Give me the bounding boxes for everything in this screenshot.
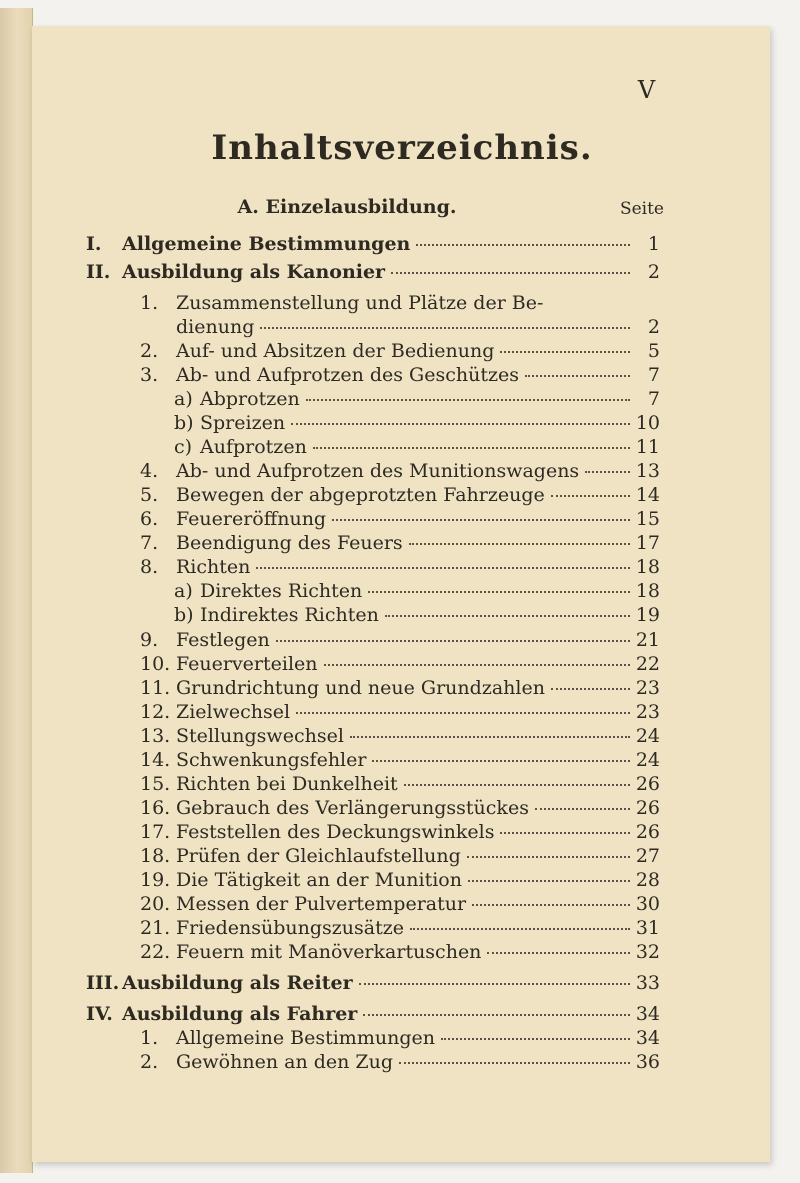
toc-entry-page: 1 <box>647 233 660 255</box>
toc-entry-title: Allgemeine Bestimmungen <box>176 1027 435 1049</box>
dot-leader <box>551 688 630 690</box>
dot-leader <box>350 736 630 738</box>
toc-entry <box>174 579 660 603</box>
toc-entry-number: 5. <box>140 484 159 506</box>
toc-entry-title: Ausbildung als Fahrer <box>122 1003 358 1025</box>
toc-entry-number: 19. <box>140 869 171 891</box>
toc-entry <box>140 483 660 507</box>
toc-entry <box>140 1026 660 1050</box>
toc-entry-number: 13. <box>140 725 171 747</box>
toc-entry <box>140 676 660 700</box>
toc-entry-title: Gebrauch des Verlängerungsstückes <box>176 797 529 819</box>
toc-entry-page: 34 <box>635 1027 660 1049</box>
toc-entry-page: 34 <box>635 1003 660 1025</box>
toc-entry-page: 31 <box>635 917 660 939</box>
toc-entry-title: Feuerverteilen <box>176 653 318 675</box>
toc-entry-number: c) <box>174 436 193 458</box>
toc-entry <box>140 772 660 796</box>
dot-leader <box>487 952 629 954</box>
toc-entry-page: 2 <box>647 316 660 338</box>
dot-leader <box>441 1038 630 1040</box>
toc-entry-page: 18 <box>635 580 660 602</box>
toc-entry-number: 1. <box>140 1027 159 1049</box>
dot-leader <box>332 519 630 521</box>
toc-entry <box>174 387 660 411</box>
dot-leader <box>404 784 630 786</box>
toc-entry-number: 18. <box>140 845 171 867</box>
toc-entry <box>140 652 660 676</box>
toc-entry <box>140 628 660 652</box>
toc-entry <box>140 555 660 579</box>
toc-entry-number: 7. <box>140 532 159 554</box>
toc-entry-title: Allgemeine Bestimmungen <box>122 233 411 255</box>
toc-entry <box>140 916 660 940</box>
toc-entry-page: 27 <box>635 845 660 867</box>
page-title: Inhaltsverzeichnis. <box>211 128 593 168</box>
dot-leader <box>296 712 630 714</box>
dot-leader <box>551 495 630 497</box>
toc-entry-page: 26 <box>635 797 660 819</box>
toc-entry-number: 3. <box>140 364 159 386</box>
toc-entry-title: Gewöhnen an den Zug <box>176 1051 394 1073</box>
dot-leader <box>363 1014 630 1016</box>
toc-entry <box>140 868 660 892</box>
toc-entry-page: 10 <box>635 412 660 434</box>
toc-entry <box>140 940 660 964</box>
toc-entry-title: Prüfen der Gleichlaufstellung <box>176 845 461 867</box>
toc-entry-number: a) <box>174 580 193 602</box>
toc-entry-page: 7 <box>647 364 660 386</box>
toc-entry-page: 21 <box>635 629 660 651</box>
toc-entry-page: 33 <box>635 972 660 994</box>
dot-leader <box>535 808 630 810</box>
toc-entry-title: Ausbildung als Reiter <box>122 972 353 994</box>
dot-leader <box>399 1062 630 1064</box>
toc-entry-page: 30 <box>635 893 660 915</box>
toc-entry-page: 23 <box>635 677 660 699</box>
toc-entry-title: Festlegen <box>176 629 270 651</box>
toc-entry-number: 22. <box>140 941 171 963</box>
dot-leader <box>472 904 630 906</box>
dot-leader <box>306 399 630 401</box>
dot-leader <box>500 832 629 834</box>
toc-entry-title: Die Tätigkeit an der Munition <box>176 869 462 891</box>
toc-entry-title: Indirektes Richten <box>200 604 379 626</box>
toc-entry-title: Ab- und Aufprotzen des Munitionswagens <box>176 460 580 482</box>
toc-entry-title: Feuern mit Manöverkartuschen <box>176 941 482 963</box>
toc-entry-title: Bewegen der abgeprotzten Fahrzeuge <box>176 484 545 506</box>
page-column-label: Seite <box>619 199 664 219</box>
toc-entry-page: 5 <box>647 340 660 362</box>
toc-entry-title: Stellungswechsel <box>176 725 344 747</box>
toc-entry-number: IV. <box>86 1003 113 1025</box>
toc-entry <box>140 796 660 820</box>
toc-entry-title: Richten bei Dunkelheit <box>176 773 398 795</box>
dot-leader <box>410 928 630 930</box>
toc-entry-number: 4. <box>140 460 159 482</box>
section-title: A. Einzelausbildung. <box>237 196 457 218</box>
toc-entry-title: Feststellen des Deckungswinkels <box>176 821 495 843</box>
toc-entry <box>140 531 660 555</box>
toc-entry-title: dienung <box>176 316 255 338</box>
toc-entry-title: Zielwechsel <box>176 701 291 723</box>
dot-leader <box>500 351 630 353</box>
dot-leader <box>391 272 630 274</box>
page-number: V <box>637 76 657 104</box>
toc-entry <box>140 291 660 315</box>
toc-entry-number: 9. <box>140 629 159 651</box>
dot-leader <box>359 983 630 985</box>
toc-entry-page: 15 <box>635 508 660 530</box>
dot-leader <box>260 327 630 329</box>
toc-entry-title: Direktes Richten <box>200 580 363 602</box>
toc-entry-page: 23 <box>635 701 660 723</box>
toc-entry <box>140 363 660 387</box>
toc-entry-number: 15. <box>140 773 171 795</box>
toc-entry-title: Aufprotzen <box>200 436 307 458</box>
toc-entry-page: 32 <box>635 941 660 963</box>
dot-leader <box>368 591 630 593</box>
toc-entry <box>140 748 660 772</box>
toc-entry-page: 24 <box>635 725 660 747</box>
toc-entry <box>140 892 660 916</box>
dot-leader <box>313 447 630 449</box>
toc-entry-number: 2. <box>140 1051 159 1073</box>
toc-entry <box>86 232 660 256</box>
toc-entry-page: 13 <box>635 460 660 482</box>
toc-entry-title: Ab- und Aufprotzen des Geschützes <box>176 364 519 386</box>
toc-entry <box>174 411 660 435</box>
toc-entry <box>140 700 660 724</box>
toc-entry-number: b) <box>174 412 194 434</box>
dot-leader <box>585 471 630 473</box>
toc-entry-title: Auf- und Absitzen der Bedienung <box>176 340 495 362</box>
toc-entry-page: 36 <box>635 1051 660 1073</box>
toc-entry-page: 7 <box>647 388 660 410</box>
toc-entry-number: 17. <box>140 821 171 843</box>
dot-leader <box>276 640 630 642</box>
toc-entry-number: 2. <box>140 340 159 362</box>
toc-entry-title: Schwenkungsfehler <box>176 749 367 771</box>
toc-entry-number: II. <box>86 261 111 283</box>
toc-entry-number: b) <box>174 604 194 626</box>
toc-entry-page: 14 <box>635 484 660 506</box>
toc-entry-number: 14. <box>140 749 171 771</box>
toc-entry-number: 16. <box>140 797 171 819</box>
toc-entry-title: Friedensübungszusätze <box>176 917 404 939</box>
toc-entry <box>140 820 660 844</box>
toc-entry <box>140 1050 660 1074</box>
toc-entry-number: 1. <box>140 292 159 314</box>
toc-entry-page: 26 <box>635 821 660 843</box>
dot-leader <box>416 244 630 246</box>
toc-entry-title: Abprotzen <box>200 388 300 410</box>
toc-entry-title: Spreizen <box>200 412 286 434</box>
toc-entry <box>140 459 660 483</box>
book-page <box>32 26 770 1162</box>
dot-leader <box>372 760 629 762</box>
toc-entry-number: 8. <box>140 556 159 578</box>
toc-entry-title: Messen der Pulvertemperatur <box>176 893 467 915</box>
toc-entry-number: 11. <box>140 677 171 699</box>
toc-entry <box>140 339 660 363</box>
toc-entry-number: a) <box>174 388 193 410</box>
toc-entry-title: Feuereröffnung <box>176 508 327 530</box>
toc-entry-title: Ausbildung als Kanonier <box>122 261 386 283</box>
dot-leader <box>468 880 630 882</box>
dot-leader <box>385 615 630 617</box>
toc-entry <box>140 507 660 531</box>
toc-entry-page: 17 <box>635 532 660 554</box>
toc-entry-page: 19 <box>635 604 660 626</box>
toc-entry <box>140 844 660 868</box>
toc-entry <box>174 435 660 459</box>
dot-leader <box>256 567 629 569</box>
dot-leader <box>324 664 630 666</box>
dot-leader <box>467 856 630 858</box>
toc-entry-page: 11 <box>635 436 660 458</box>
toc-entry-title: Beendigung des Feuers <box>176 532 403 554</box>
toc-entry <box>86 971 660 995</box>
toc-entry-number: 20. <box>140 893 171 915</box>
dot-leader <box>291 423 630 425</box>
toc-entry <box>140 724 660 748</box>
toc-entry-title: Richten <box>176 556 251 578</box>
toc-entry <box>86 1002 660 1026</box>
toc-entry-number: 21. <box>140 917 171 939</box>
toc-entry-page: 18 <box>635 556 660 578</box>
toc-entry-number: 6. <box>140 508 159 530</box>
toc-entry-number: 12. <box>140 701 171 723</box>
toc-entry-page: 2 <box>647 261 660 283</box>
toc-entry-page: 22 <box>635 653 660 675</box>
dot-leader <box>525 375 630 377</box>
toc-entry-page: 26 <box>635 773 660 795</box>
toc-entry-title: Zusammenstellung und Plätze der Be- <box>176 292 544 314</box>
toc-entry <box>86 260 660 284</box>
toc-entry-number: III. <box>86 972 120 994</box>
toc-entry-title: Grundrichtung und neue Grundzahlen <box>176 677 545 699</box>
toc-entry <box>174 603 660 627</box>
toc-entry-page: 24 <box>635 749 660 771</box>
toc-entry-number: I. <box>86 233 102 255</box>
table-of-contents <box>32 26 772 1126</box>
toc-entry-page: 28 <box>635 869 660 891</box>
dot-leader <box>409 543 630 545</box>
toc-entry-number: 10. <box>140 653 171 675</box>
facing-page-edge <box>0 8 33 1173</box>
toc-entry <box>176 315 660 339</box>
